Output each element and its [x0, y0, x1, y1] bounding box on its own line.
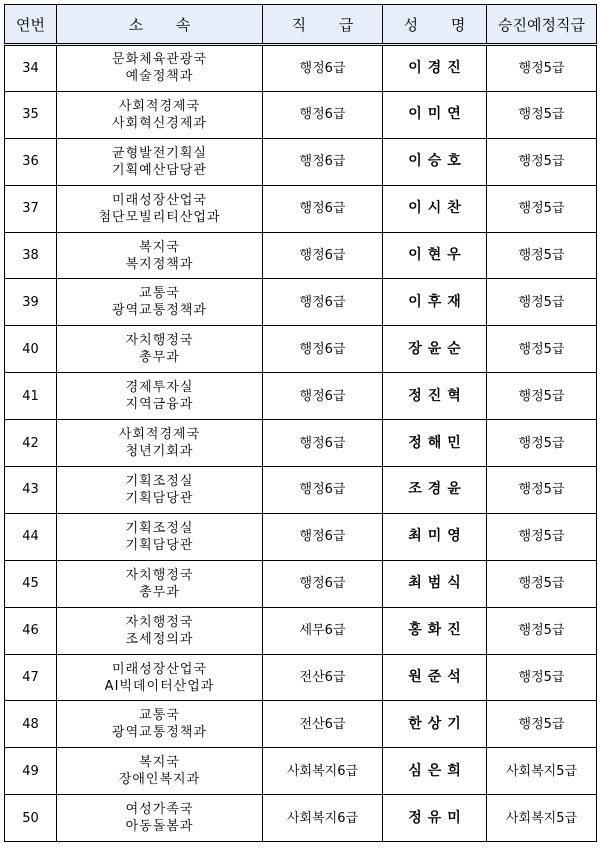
row-name: 이경진 — [383, 45, 487, 92]
table-row — [5, 91, 597, 138]
row-no: 45 — [5, 560, 57, 607]
row-promo: 행정5급 — [487, 185, 597, 232]
table-row — [5, 279, 597, 326]
row-dept — [57, 91, 263, 138]
row-dept-bureau: 교통국 — [139, 708, 180, 724]
row-dept-division: 청년기회과 — [125, 444, 194, 460]
row-dept-division: 기획담당관 — [125, 537, 194, 553]
table-row — [5, 232, 597, 279]
row-grade: 전산6급 — [263, 654, 383, 701]
row-promo: 행정5급 — [487, 560, 597, 607]
row-dept — [57, 560, 263, 607]
row-promo: 행정5급 — [487, 607, 597, 654]
table-row — [5, 795, 597, 842]
table-row — [5, 138, 597, 185]
row-name: 이미연 — [383, 91, 487, 138]
row-name: 이시찬 — [383, 185, 487, 232]
row-no: 34 — [5, 45, 57, 92]
row-promo: 행정5급 — [487, 654, 597, 701]
table-row — [5, 701, 597, 748]
table-row — [5, 513, 597, 560]
table-row — [5, 185, 597, 232]
row-dept — [57, 45, 263, 92]
row-grade: 행정6급 — [263, 560, 383, 607]
row-dept — [57, 795, 263, 842]
row-dept-bureau: 자치행정국 — [125, 567, 194, 583]
row-grade: 세무6급 — [263, 607, 383, 654]
row-promo: 행정5급 — [487, 701, 597, 748]
row-name: 정진혁 — [383, 373, 487, 420]
table-row — [5, 420, 597, 467]
row-dept — [57, 607, 263, 654]
row-dept-bureau: 복지국 — [139, 755, 180, 771]
row-dept-bureau: 경제투자실 — [125, 380, 194, 396]
row-grade: 행정6급 — [263, 513, 383, 560]
row-dept — [57, 232, 263, 279]
row-dept-bureau: 기획조정실 — [125, 473, 194, 489]
row-no: 41 — [5, 373, 57, 420]
row-name: 정유미 — [383, 795, 487, 842]
row-name: 한상기 — [383, 701, 487, 748]
row-dept — [57, 373, 263, 420]
header-name: 성 명 — [383, 5, 487, 45]
row-grade: 행정6급 — [263, 91, 383, 138]
header-no: 연번 — [5, 5, 57, 45]
row-promo: 행정5급 — [487, 232, 597, 279]
row-no: 35 — [5, 91, 57, 138]
row-name: 이후재 — [383, 279, 487, 326]
row-no: 46 — [5, 607, 57, 654]
row-name: 홍화진 — [383, 607, 487, 654]
row-name: 최범식 — [383, 560, 487, 607]
row-promo: 행정5급 — [487, 279, 597, 326]
row-promo: 행정5급 — [487, 138, 597, 185]
row-dept — [57, 654, 263, 701]
row-name: 장윤순 — [383, 326, 487, 373]
row-name: 이승호 — [383, 138, 487, 185]
row-dept-bureau: 자치행정국 — [125, 333, 194, 349]
table-row — [5, 748, 597, 795]
row-grade: 행정6급 — [263, 185, 383, 232]
row-no: 44 — [5, 513, 57, 560]
row-no: 50 — [5, 795, 57, 842]
row-dept-bureau: 사회적경제국 — [118, 98, 201, 114]
row-promo: 행정5급 — [487, 91, 597, 138]
row-promo: 행정5급 — [487, 373, 597, 420]
row-grade: 전산6급 — [263, 701, 383, 748]
row-name: 원준석 — [383, 654, 487, 701]
row-promo: 행정5급 — [487, 467, 597, 514]
table-row — [5, 373, 597, 420]
row-dept-bureau: 미래성장산업국 — [112, 661, 207, 677]
row-name: 조경윤 — [383, 467, 487, 514]
row-grade: 행정6급 — [263, 45, 383, 92]
header-dept: 소 속 — [57, 5, 263, 45]
row-no: 49 — [5, 748, 57, 795]
row-dept — [57, 138, 263, 185]
row-dept-division: 예술정책과 — [125, 69, 194, 85]
row-dept-division: AI빅데이터산업과 — [104, 678, 215, 694]
row-dept-bureau: 자치행정국 — [125, 614, 194, 630]
row-grade: 사회복지6급 — [263, 748, 383, 795]
row-grade: 행정6급 — [263, 420, 383, 467]
row-dept-division: 장애인복지과 — [118, 772, 201, 788]
row-name: 심은희 — [383, 748, 487, 795]
row-promo: 행정5급 — [487, 420, 597, 467]
row-promo: 행정5급 — [487, 45, 597, 92]
row-name: 이현우 — [383, 232, 487, 279]
row-dept-division: 첨단모빌리티산업과 — [98, 209, 221, 225]
row-no: 47 — [5, 654, 57, 701]
row-dept-division: 사회혁신경제과 — [112, 115, 207, 131]
row-grade: 행정6급 — [263, 138, 383, 185]
row-promo: 행정5급 — [487, 513, 597, 560]
table-row — [5, 326, 597, 373]
row-dept-division: 광역교통정책과 — [112, 303, 207, 319]
table-row — [5, 560, 597, 607]
row-dept-bureau: 복지국 — [139, 239, 180, 255]
row-dept — [57, 326, 263, 373]
row-dept-division: 기획담당관 — [125, 490, 194, 506]
row-dept-division: 광역교통정책과 — [112, 725, 207, 741]
row-dept-division: 복지정책과 — [125, 256, 194, 272]
row-grade: 행정6급 — [263, 279, 383, 326]
row-dept-bureau: 사회적경제국 — [118, 427, 201, 443]
row-grade: 행정6급 — [263, 326, 383, 373]
row-dept — [57, 513, 263, 560]
row-name: 정해민 — [383, 420, 487, 467]
row-dept — [57, 279, 263, 326]
header-grade: 직 급 — [263, 5, 383, 45]
row-no: 36 — [5, 138, 57, 185]
row-dept-bureau: 미래성장산업국 — [112, 192, 207, 208]
row-promo: 사회복지5급 — [487, 795, 597, 842]
row-no: 48 — [5, 701, 57, 748]
row-dept-bureau: 기획조정실 — [125, 520, 194, 536]
row-no: 38 — [5, 232, 57, 279]
promotion-table — [4, 4, 597, 842]
row-no: 43 — [5, 467, 57, 514]
row-dept-bureau: 문화체육관광국 — [112, 52, 207, 68]
row-no: 37 — [5, 185, 57, 232]
header-row — [5, 5, 597, 45]
row-dept — [57, 467, 263, 514]
row-dept-division: 조세정의과 — [125, 631, 194, 647]
row-dept-bureau: 균형발전기획실 — [112, 145, 207, 161]
row-grade: 행정6급 — [263, 373, 383, 420]
row-dept — [57, 185, 263, 232]
row-dept-division: 총무과 — [139, 584, 180, 600]
row-no: 40 — [5, 326, 57, 373]
row-grade: 행정6급 — [263, 467, 383, 514]
row-name: 최미영 — [383, 513, 487, 560]
row-promo: 사회복지5급 — [487, 748, 597, 795]
row-grade: 행정6급 — [263, 232, 383, 279]
row-dept — [57, 420, 263, 467]
row-dept-division: 지역금융과 — [125, 397, 194, 413]
row-no: 42 — [5, 420, 57, 467]
table-row — [5, 467, 597, 514]
row-dept — [57, 748, 263, 795]
row-dept-division: 기획예산담당관 — [112, 162, 207, 178]
row-no: 39 — [5, 279, 57, 326]
table-body — [5, 45, 597, 842]
row-dept-bureau: 교통국 — [139, 286, 180, 302]
table-row — [5, 45, 597, 92]
row-dept-division: 총무과 — [139, 350, 180, 366]
row-grade: 사회복지6급 — [263, 795, 383, 842]
row-dept-bureau: 여성가족국 — [125, 802, 194, 818]
table-row — [5, 654, 597, 701]
promotion-list — [4, 4, 596, 853]
row-dept — [57, 701, 263, 748]
row-dept-division: 아동돌봄과 — [125, 819, 194, 835]
table-row — [5, 607, 597, 654]
table-header — [5, 5, 597, 45]
row-promo: 행정5급 — [487, 326, 597, 373]
header-promo: 승진예정직급 — [487, 5, 597, 45]
